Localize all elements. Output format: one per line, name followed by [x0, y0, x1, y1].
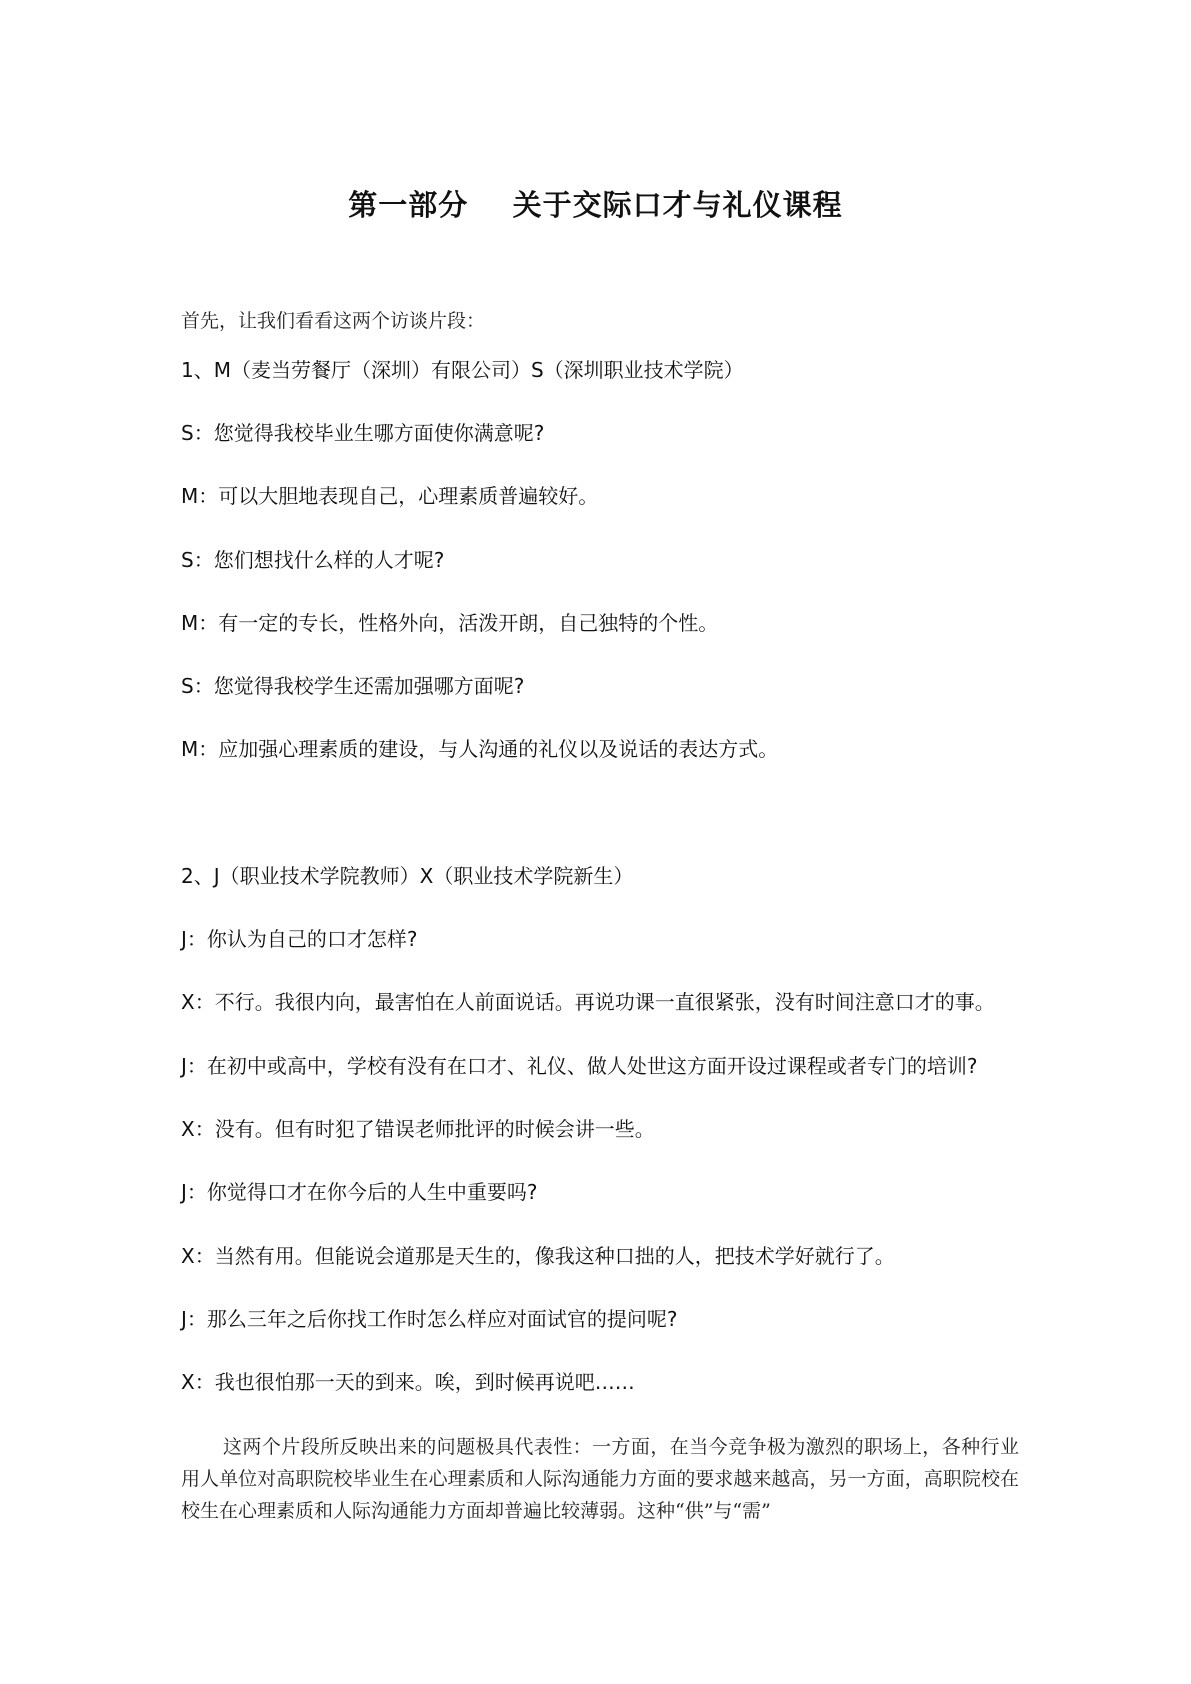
interview-1-header: 1、M（麦当劳餐厅（深圳）有限公司）S（深圳职业技术学院）: [181, 358, 744, 382]
interview-2-line: J：你认为自己的口才怎样?: [181, 927, 418, 951]
interview-1-line: M：有一定的专长，性格外向，活泼开朗，自己独特的个性。: [181, 611, 719, 635]
interview-1-line: S：您觉得我校毕业生哪方面使你满意呢?: [181, 421, 545, 445]
interview-1-line: S：您们想找什么样的人才呢?: [181, 548, 445, 572]
body-paragraph: 这两个片段所反映出来的问题极具代表性：一方面，在当今竞争极为激烈的职场上，各种行业用人单位对高职院校毕业生在心理素质和人际沟通能力方面的要求越来越高，另一方面，高职院校在校生在心理素质和人际沟通能力方面却普遍比较薄弱。这种“供”与“需”: [181, 1436, 1019, 1522]
interview-2-line: X：不行。我很内向，最害怕在人前面说话。再说功课一直很紧张，没有时间注意口才的事。: [181, 990, 995, 1014]
interview-1-line: M：应加强心理素质的建设，与人沟通的礼仪以及说话的表达方式。: [181, 737, 779, 761]
interview-2-header: 2、J（职业技术学院教师）X（职业技术学院新生）: [181, 864, 634, 888]
interview-2-line: X：没有。但有时犯了错误老师批评的时候会讲一些。: [181, 1117, 655, 1141]
intro-text: 首先，让我们看看这两个访谈片段：: [181, 310, 486, 332]
interview-2-line: J：在初中或高中，学校有没有在口才、礼仪、做人处世这方面开设过课程或者专门的培训?: [181, 1054, 978, 1078]
page-title: 第一部分 关于交际口才与礼仪课程: [348, 188, 843, 222]
interview-1-line: M：可以大胆地表现自己，心理素质普遍较好。: [181, 484, 599, 508]
interview-2-line: J：那么三年之后你找工作时怎么样应对面试官的提问呢?: [181, 1307, 678, 1331]
interview-2-line: J：你觉得口才在你今后的人生中重要吗?: [181, 1180, 538, 1204]
interview-2-line: X：当然有用。但能说会道那是天生的，像我这种口拙的人，把技术学好就行了。: [181, 1244, 895, 1268]
interview-1-line: S：您觉得我校学生还需加强哪方面呢?: [181, 674, 525, 698]
interview-2-line: X：我也很怕那一天的到来。唉，到时候再说吧……: [181, 1370, 635, 1394]
